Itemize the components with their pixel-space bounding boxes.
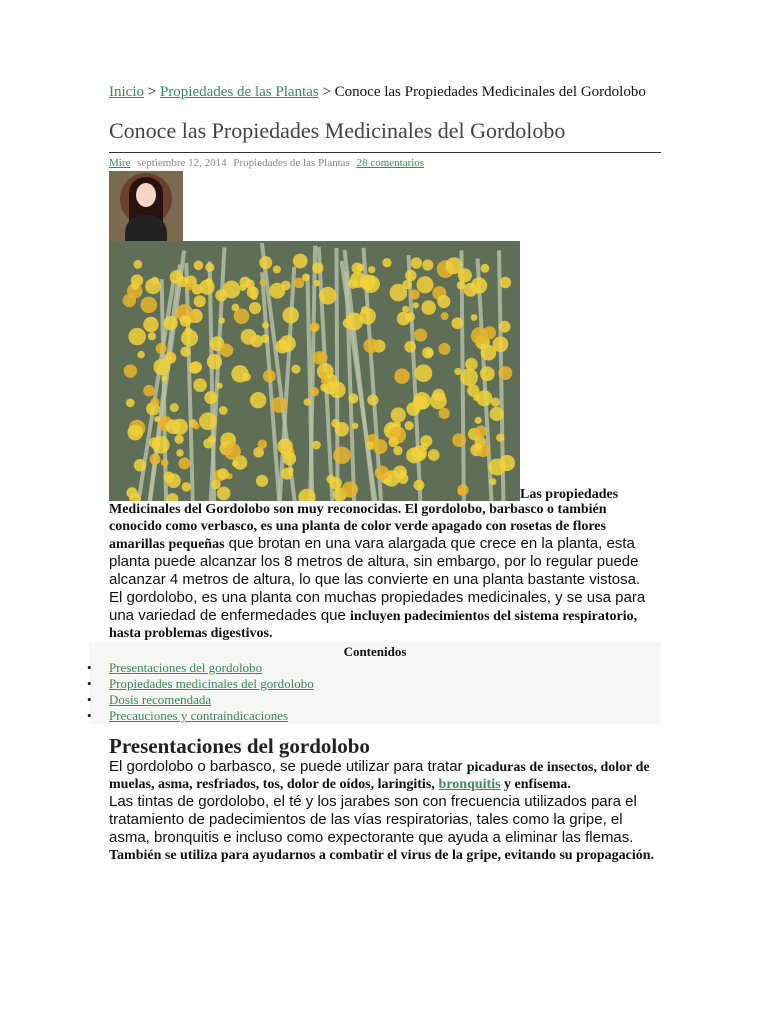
breadcrumb-home-link[interactable]: Inicio (109, 84, 144, 100)
comments-link[interactable]: 28 comentarios (356, 157, 425, 169)
toc-link-dosis[interactable]: Dosis recomendada (109, 692, 212, 707)
section-paragraph-1 (109, 758, 661, 793)
author-link[interactable]: Mire (109, 157, 131, 169)
section-bold-text: picaduras de insectos, dolor de muelas, asma, resfriados, tos, dolor de oídos, laringitis, (109, 760, 650, 792)
article (109, 84, 661, 864)
toc-link-precauciones[interactable]: Precauciones y contraindicaciones (109, 708, 289, 723)
section-text-2: Las tintas de gordolobo, el té y los jarabes son con frecuencia utilizados para el tratamiento de padecimientos de las vías respiratorias, tales como la gripe, el asma, bronquitis e incluso como expectorante que ayuda a eliminar las flemas. (109, 793, 637, 846)
section-bold-text-2: También se utiliza para ayudarnos a combatir el virus de la gripe, evitando su propagación. (109, 848, 655, 863)
bronquitis-link[interactable]: bronquitis (438, 777, 501, 792)
toc-link-propiedades[interactable]: Propiedades medicinales del gordolobo (109, 676, 314, 691)
section-heading-presentaciones: Presentaciones del gordolobo (109, 734, 370, 758)
post-category: Propiedades de las Plantas (233, 157, 350, 169)
intro-lead-text: Las propiedades (520, 487, 619, 502)
section-bold-end: y enfisema. (500, 777, 571, 792)
page-title: Conoce las Propiedades Medicinales del Gordolobo (109, 118, 661, 153)
toc-title: Contenidos (343, 644, 407, 659)
toc-item (109, 692, 661, 708)
intro-paragraph-2 (109, 589, 661, 642)
section-text: El gordolobo o barbasco, se puede utilizar para tratar (109, 758, 467, 775)
intro-paragraph (109, 501, 661, 589)
breadcrumb-separator: > (322, 84, 331, 100)
breadcrumb (109, 84, 661, 100)
intro-bold-text-2: incluyen padecimientos del sistema respiratorio, hasta problemas digestivos. (109, 609, 638, 641)
intro-text: que brotan en una vara alargada que crece en la planta, esta planta puede alcanzar los 8 metros de altura, sin embargo, por lo regular puede alcanzar 4 metros de altura, lo que las convierte en una planta bastante vistosa. (109, 535, 641, 588)
author-avatar (109, 171, 183, 241)
breadcrumb-separator: > (147, 84, 157, 100)
breadcrumb-category-link[interactable]: Propiedades de las Plantas (159, 84, 319, 100)
post-meta (109, 157, 661, 169)
intro-bold-text: Medicinales del Gordolobo son muy reconocidas. El gordolobo, barbasco o también conocido como verbasco, es una planta de color verde apagado con rosetas de flores amarillas pequeñas (109, 502, 607, 552)
toc-item (109, 660, 661, 676)
table-of-contents (89, 642, 661, 724)
section-paragraph-2 (109, 793, 661, 864)
intro-text-2: El gordolobo, es una planta con muchas propiedades medicinales, y se usa para una variedad de enfermedades que (109, 589, 646, 624)
toc-link-presentaciones[interactable]: Presentaciones del gordolobo (109, 660, 263, 675)
toc-item (109, 676, 661, 692)
breadcrumb-current: Conoce las Propiedades Medicinales del Gordolobo (334, 84, 646, 100)
mullein-flowers-photo (109, 241, 520, 501)
toc-item (109, 708, 661, 724)
post-date: septiembre 12, 2014 (137, 157, 227, 169)
